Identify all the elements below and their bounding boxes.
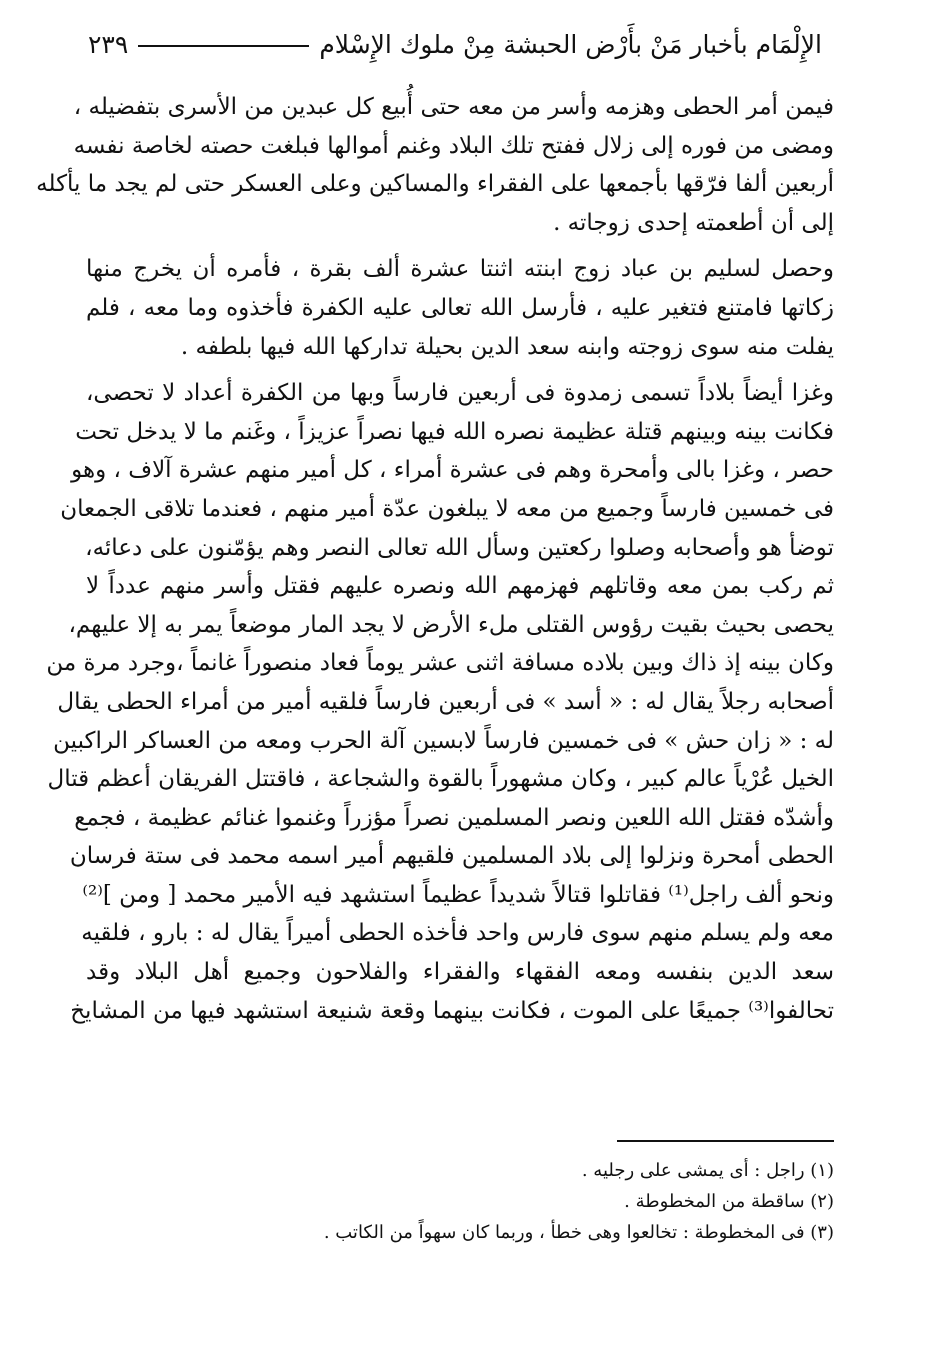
text-line: توضأ هو وأصحابه وصلوا ركعتين وسأل الله تعالى النصر وهم يؤمّنون على دعائه،	[85, 534, 834, 561]
text-line: أربعين ألفا فرّقها بأجمعها على الفقراء والمساكين وعلى العسكر حتى لم يجد ما يأكله	[36, 171, 834, 198]
text-line: تحالفوا⁽³⁾ جميعًا على الموت ، فكانت بينهما وقعة شنيعة استشهد فيها من المشايخ	[70, 997, 834, 1024]
page-number: ٢٣٩	[88, 29, 129, 59]
footnote-3: (٣) فى المخطوطة : تخالعوا وهى خطأ ، وربما كان سهواً من الكاتب .	[323, 1222, 834, 1243]
text-line: إلى أن أطعمته إحدى زوجاته .	[553, 209, 834, 236]
text-line: معه ولم يسلم منهم سوى فارس واحد فأخذه الحطى أميراً يقال له : بارو ، فلقيه	[81, 920, 834, 947]
text-line: يفلت منه سوى زوجته وابنه سعد الدين بحيلة تداركها الله فيها بلطفه .	[180, 333, 834, 360]
text-line: الخيل عُرْياً عالم كبير ، وكان مشهوراً بالقوة والشجاعة ، فاقتتل الفريقان أعظم قتال	[47, 766, 834, 793]
text-line: حصر ، وغزا بالى وأمحرة وهم فى عشرة أمراء ، كل أمير منهم عشرة آلاف ، وهو	[71, 457, 834, 484]
text-line: ثم ركب بمن معه وقاتلهم فهزمهم الله ونصره عليهم فقتل وأسر منهم عدداً لا	[86, 573, 834, 600]
text-line: فكانت بينه وبينهم قتلة عظيمة نصره الله فيها نصراً عزيزاً ، وغَنم ما لا يدخل تحت	[75, 418, 834, 445]
footnote-2: (٢) ساقطة من المخطوطة .	[624, 1191, 834, 1212]
footnote-separator	[617, 1140, 834, 1142]
text-line: ونحو ألف راجل⁽¹⁾ فقاتلوا قتالاً شديداً عظيماً استشهد فيه الأمير محمد [ ومن ]⁽²⁾	[82, 881, 834, 908]
paragraph-1	[36, 88, 834, 242]
paragraph-3	[46, 374, 834, 1030]
paragraph-2	[86, 250, 834, 366]
footnote-1: (١) راجل : أى يمشى على رجليه .	[581, 1160, 834, 1181]
text-line: وغزا أيضاً بلاداً تسمى زمدوة فى أربعين فارساً وبها من الكفرة أعداد لا تحصى،	[86, 380, 834, 407]
text-line: زكاتها فامتنع فتغير عليه ، فأرسل الله تعالى عليه الكفرة فأخذوه وما معه ، فلم	[86, 294, 834, 321]
text-line: له : « زان حش » فى خمسين فارساً لابسين آلة الحرب ومعه من العساكر الراكبين	[53, 727, 834, 754]
text-line: فيمن أمر الحطى وهزمه وأسر من معه حتى أُبيع كل عبدين من الأسرى بتفضيله ،	[73, 94, 834, 120]
header-title: الإِلْمَام بأخبار مَنْ بأَرْض الحبشة مِنْ ملوك الإِسْلام	[319, 29, 822, 59]
text-line: وحصل لسليم بن عباد زوج ابنته اثنتا عشرة ألف بقرة ، فأمره أن يخرج منها	[86, 256, 834, 283]
text-line: وكان بينه إذ ذاك وبين بلاده مسافة اثنى عشر يوماً فعاد منصوراً غانماً ،وجرد مرة من	[46, 650, 834, 677]
text-line: أصحابه رجلاً يقال له : « أسد » فى أربعين فارساً فلقيه أمير من أمراء الحطى يقال	[57, 688, 834, 715]
body-text	[36, 88, 834, 1038]
text-line: يحصى بحيث بقيت رؤوس القتلى ملء الأرض لا يجد المار موضعاً يمر به إلا عليهم،	[68, 611, 834, 638]
text-line: الحطى أمحرة ونزلوا إلى بلاد المسلمين فلقيهم أمير اسمه محمد فى ستة فرسان	[69, 843, 834, 870]
footnotes	[86, 1155, 834, 1248]
text-line: سعد الدين بنفسه ومعه الفقهاء والفقراء والفلاحون وجميع أهل البلاد وقد	[86, 959, 834, 986]
running-header	[88, 24, 822, 64]
text-line: ومضى من فوره إلى زلال ففتح تلك البلاد وغنم أموالها فبلغت حصته لخاصة نفسه	[73, 132, 834, 159]
text-line: فى خمسين فارساً وجميع من معه لا يبلغون عدّة أمير منهم ، فعندما تلاقى الجمعان	[60, 495, 834, 522]
text-line: وأشدّه فقتل الله اللعين ونصر المسلمين نصراً مؤزراً وغنموا غنائم عظيمة ، فجمع	[74, 804, 834, 831]
header-rule	[138, 45, 309, 47]
